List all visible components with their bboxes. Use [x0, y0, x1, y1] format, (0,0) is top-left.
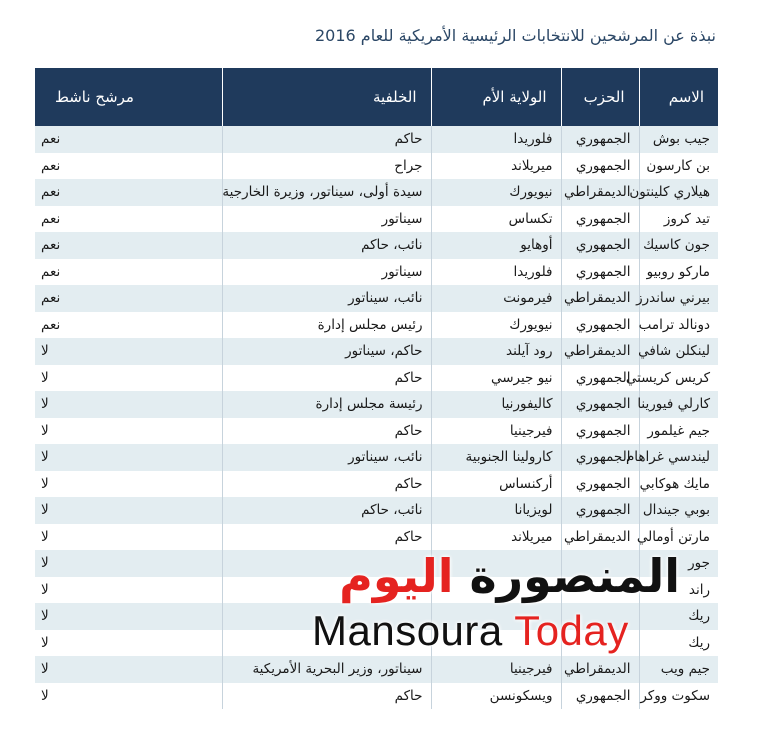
- cell-name: هيلاري كلينتون: [639, 179, 718, 206]
- cell-name: لينكلن شافي: [639, 338, 718, 365]
- cell-state: ميريلاند: [431, 524, 561, 551]
- cell-party: الجمهوري: [561, 365, 639, 392]
- cell-state: فلوريدا: [431, 259, 561, 286]
- cell-background: حاكم: [222, 524, 431, 551]
- table-header: [35, 68, 718, 126]
- cell-background: نائب، حاكم: [222, 497, 431, 524]
- cell-active: لا: [35, 418, 222, 445]
- cell-name: ليندسي غراهام: [639, 444, 718, 471]
- cell-name: ريك: [639, 630, 718, 657]
- cell-active: نعم: [35, 153, 222, 180]
- table-row: [35, 312, 718, 339]
- cell-party: [561, 630, 639, 657]
- cell-name: جيم ويب: [639, 656, 718, 683]
- cell-state: ويسكونسن: [431, 683, 561, 710]
- cell-name: مايك هوكابي: [639, 471, 718, 498]
- cell-state: أركنساس: [431, 471, 561, 498]
- cell-name: بيرني ساندرز: [639, 285, 718, 312]
- cell-name: كريس كريستي: [639, 365, 718, 392]
- cell-name: دونالد ترامب: [639, 312, 718, 339]
- cell-active: نعم: [35, 312, 222, 339]
- cell-party: الديمقراطي: [561, 524, 639, 551]
- table-row: [35, 206, 718, 233]
- table-row: [35, 153, 718, 180]
- table-row: [35, 338, 718, 365]
- cell-name: تيد كروز: [639, 206, 718, 233]
- column-header-active: مرشح ناشط: [35, 68, 222, 126]
- cell-background: [222, 603, 431, 630]
- column-header-party: الحزب: [561, 68, 639, 126]
- cell-active: لا: [35, 577, 222, 604]
- watermark-arabic-word2: اليوم: [339, 549, 454, 603]
- cell-state: [431, 630, 561, 657]
- header-row: [35, 68, 718, 126]
- cell-party: الجمهوري: [561, 259, 639, 286]
- cell-state: [431, 577, 561, 604]
- cell-state: تكساس: [431, 206, 561, 233]
- cell-active: نعم: [35, 232, 222, 259]
- cell-active: لا: [35, 656, 222, 683]
- cell-active: لا: [35, 683, 222, 710]
- table-row: [35, 577, 718, 604]
- cell-name: ريك: [639, 603, 718, 630]
- table-row: [35, 550, 718, 577]
- cell-party: الجمهوري: [561, 206, 639, 233]
- cell-background: سيناتور: [222, 206, 431, 233]
- cell-state: [431, 603, 561, 630]
- cell-background: حاكم: [222, 683, 431, 710]
- cell-active: نعم: [35, 259, 222, 286]
- cell-background: [222, 577, 431, 604]
- table-row: [35, 259, 718, 286]
- cell-party: [561, 550, 639, 577]
- table-row: [35, 365, 718, 392]
- cell-background: نائب، سيناتور: [222, 285, 431, 312]
- table-row: [35, 418, 718, 445]
- cell-active: نعم: [35, 179, 222, 206]
- cell-party: [561, 603, 639, 630]
- cell-party: الديمقراطي: [561, 656, 639, 683]
- cell-name: كارلي فيورينا: [639, 391, 718, 418]
- watermark-english-word1: Mansoura: [312, 607, 503, 654]
- cell-name: جون كاسيك: [639, 232, 718, 259]
- cell-name: راند: [639, 577, 718, 604]
- cell-party: الجمهوري: [561, 683, 639, 710]
- cell-background: حاكم، سيناتور: [222, 338, 431, 365]
- cell-state: كاليفورنيا: [431, 391, 561, 418]
- table-row: [35, 285, 718, 312]
- table-row: [35, 444, 718, 471]
- cell-party: [561, 577, 639, 604]
- cell-background: نائب، سيناتور: [222, 444, 431, 471]
- cell-background: [222, 550, 431, 577]
- cell-background: [222, 630, 431, 657]
- cell-party: الجمهوري: [561, 232, 639, 259]
- cell-name: بوبي جيندال: [639, 497, 718, 524]
- cell-background: سيناتور: [222, 259, 431, 286]
- cell-party: الديمقراطي: [561, 338, 639, 365]
- cell-active: لا: [35, 524, 222, 551]
- cell-state: نيويورك: [431, 179, 561, 206]
- table-body: [35, 126, 718, 709]
- table-row: [35, 497, 718, 524]
- cell-background: حاكم: [222, 418, 431, 445]
- cell-active: لا: [35, 338, 222, 365]
- cell-background: سيدة أولى، سيناتور، وزيرة الخارجية: [222, 179, 431, 206]
- cell-active: لا: [35, 391, 222, 418]
- cell-party: الجمهوري: [561, 497, 639, 524]
- cell-name: سكوت ووكر: [639, 683, 718, 710]
- cell-active: نعم: [35, 206, 222, 233]
- cell-state: فيرمونت: [431, 285, 561, 312]
- cell-name: بن كارسون: [639, 153, 718, 180]
- table-row: [35, 391, 718, 418]
- cell-background: رئيس مجلس إدارة: [222, 312, 431, 339]
- column-header-state: الولاية الأم: [431, 68, 561, 126]
- cell-name: جيب بوش: [639, 126, 718, 153]
- cell-state: لويزيانا: [431, 497, 561, 524]
- watermark-english-word2: Today: [514, 607, 629, 654]
- cell-name: مارتن أومالي: [639, 524, 718, 551]
- cell-background: جراح: [222, 153, 431, 180]
- cell-active: نعم: [35, 285, 222, 312]
- table-row: [35, 630, 718, 657]
- cell-active: لا: [35, 630, 222, 657]
- column-header-name: الاسم: [639, 68, 718, 126]
- cell-background: حاكم: [222, 126, 431, 153]
- cell-background: رئيسة مجلس إدارة: [222, 391, 431, 418]
- cell-state: نيويورك: [431, 312, 561, 339]
- table-row: [35, 126, 718, 153]
- cell-active: لا: [35, 603, 222, 630]
- cell-background: سيناتور، وزير البحرية الأمريكية: [222, 656, 431, 683]
- cell-background: حاكم: [222, 365, 431, 392]
- candidates-table: [35, 68, 718, 709]
- cell-party: الجمهوري: [561, 126, 639, 153]
- cell-state: أوهايو: [431, 232, 561, 259]
- cell-name: ماركو روبيو: [639, 259, 718, 286]
- cell-party: الجمهوري: [561, 391, 639, 418]
- cell-active: لا: [35, 497, 222, 524]
- watermark-arabic-word1: المنصورة: [469, 549, 680, 603]
- cell-party: الجمهوري: [561, 312, 639, 339]
- table-row: [35, 471, 718, 498]
- cell-party: الديمقراطي: [561, 285, 639, 312]
- cell-background: نائب، حاكم: [222, 232, 431, 259]
- cell-state: كارولينا الجنوبية: [431, 444, 561, 471]
- cell-party: الجمهوري: [561, 471, 639, 498]
- cell-state: رود آيلند: [431, 338, 561, 365]
- cell-state: ميريلاند: [431, 153, 561, 180]
- table-row: [35, 603, 718, 630]
- cell-state: فيرجينيا: [431, 656, 561, 683]
- cell-state: [431, 550, 561, 577]
- cell-party: الجمهوري: [561, 418, 639, 445]
- cell-party: الجمهوري: [561, 153, 639, 180]
- page-title: نبذة عن المرشحين للانتخابات الرئيسية الأمريكية للعام 2016: [315, 26, 716, 45]
- cell-state: فلوريدا: [431, 126, 561, 153]
- table-row: [35, 179, 718, 206]
- table-row: [35, 232, 718, 259]
- cell-active: لا: [35, 550, 222, 577]
- cell-active: لا: [35, 471, 222, 498]
- cell-party: الجمهوري: [561, 444, 639, 471]
- cell-active: لا: [35, 444, 222, 471]
- cell-active: لا: [35, 365, 222, 392]
- cell-state: فيرجينيا: [431, 418, 561, 445]
- cell-party: الديمقراطي: [561, 179, 639, 206]
- cell-active: نعم: [35, 126, 222, 153]
- cell-state: نيو جيرسي: [431, 365, 561, 392]
- cell-name: جور: [639, 550, 718, 577]
- column-header-background: الخلفية: [222, 68, 431, 126]
- table-row: [35, 524, 718, 551]
- cell-name: جيم غيلمور: [639, 418, 718, 445]
- cell-background: حاكم: [222, 471, 431, 498]
- table-row: [35, 656, 718, 683]
- table-row: [35, 683, 718, 710]
